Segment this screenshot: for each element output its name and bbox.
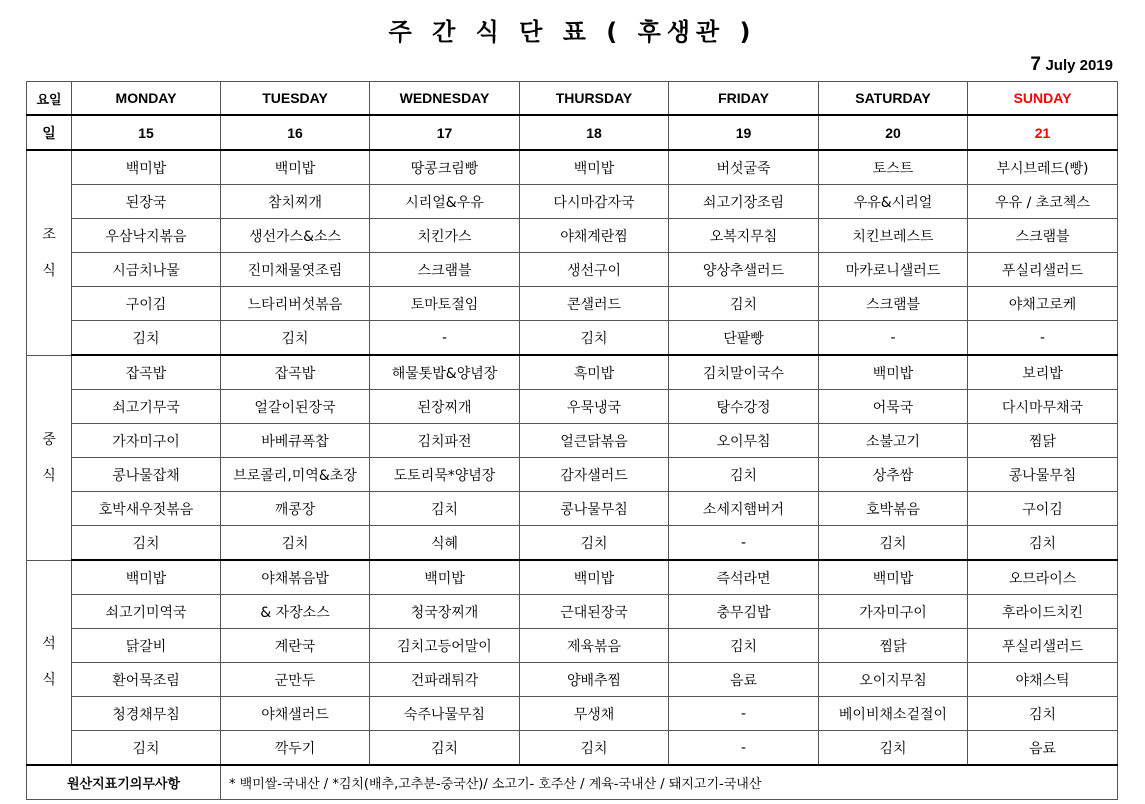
menu-cell: 치킨가스: [370, 219, 520, 253]
date-day: 7: [1030, 54, 1041, 75]
menu-cell: 소세지햄버거: [669, 492, 819, 526]
weekday-header: THURSDAY: [520, 82, 669, 116]
menu-cell: 흑미밥: [520, 355, 669, 390]
weekday-header: FRIDAY: [669, 82, 819, 116]
menu-cell: 야채스틱: [968, 663, 1118, 697]
menu-cell: 어묵국: [819, 390, 968, 424]
menu-cell: 상추쌈: [819, 458, 968, 492]
menu-cell: 깨콩장: [221, 492, 370, 526]
date-header: 18: [520, 115, 669, 150]
menu-cell: 야채샐러드: [221, 697, 370, 731]
menu-cell: 구이김: [72, 287, 221, 321]
menu-row: [27, 219, 1118, 253]
weekday-header: WEDNESDAY: [370, 82, 520, 116]
menu-cell: 음료: [669, 663, 819, 697]
menu-cell: 김치말이국수: [669, 355, 819, 390]
menu-cell: 푸실리샐러드: [968, 629, 1118, 663]
origin-notice-label: 원산지표기의무사항: [27, 765, 221, 800]
menu-cell: 김치: [669, 287, 819, 321]
menu-row: [27, 150, 1118, 185]
meal-label-char: 식: [42, 467, 56, 484]
menu-cell: 청경채무침: [72, 697, 221, 731]
meal-label-char: 석: [42, 636, 56, 653]
menu-cell: 김치: [669, 629, 819, 663]
menu-cell: 백미밥: [221, 150, 370, 185]
menu-cell: 후라이드치킨: [968, 595, 1118, 629]
menu-cell: 감자샐러드: [520, 458, 669, 492]
menu-cell: 호박새우젓볶음: [72, 492, 221, 526]
menu-cell: 오이지무침: [819, 663, 968, 697]
page-title: 주 간 식 단 표 ( 후생관 ): [388, 18, 757, 46]
menu-row: [27, 253, 1118, 287]
menu-row: [27, 731, 1118, 766]
menu-cell: 도토리묵*양념장: [370, 458, 520, 492]
menu-cell: 생선가스&소스: [221, 219, 370, 253]
menu-cell: 구이김: [968, 492, 1118, 526]
menu-cell: -: [669, 526, 819, 561]
menu-cell: 김치: [669, 458, 819, 492]
menu-cell: 깍두기: [221, 731, 370, 766]
weekly-menu-table: [26, 81, 1118, 800]
menu-cell: 토마토절임: [370, 287, 520, 321]
menu-cell: 백미밥: [819, 560, 968, 595]
menu-cell: 충무김밥: [669, 595, 819, 629]
date-header-row: [27, 115, 1118, 150]
menu-cell: 콘샐러드: [520, 287, 669, 321]
menu-cell: 시리얼&우유: [370, 185, 520, 219]
meal-label-char: 식: [42, 672, 56, 689]
menu-cell: 참치찌개: [221, 185, 370, 219]
menu-cell: 청국장찌개: [370, 595, 520, 629]
menu-cell: 김치: [520, 321, 669, 356]
menu-cell: 김치: [819, 526, 968, 561]
menu-cell: 스크램블: [968, 219, 1118, 253]
origin-notice-text: * 백미쌀-국내산 / *김치(배추,고추분-중국산)/ 소고기- 호주산 / 계육-국내산 / 돼지고기-국내산: [221, 765, 1118, 800]
menu-cell: 브로콜리,미역&초장: [221, 458, 370, 492]
menu-cell: 우유&시리얼: [819, 185, 968, 219]
menu-cell: 김치: [72, 731, 221, 766]
menu-row: [27, 526, 1118, 561]
weekday-header: TUESDAY: [221, 82, 370, 116]
menu-cell: 즉석라면: [669, 560, 819, 595]
menu-row: [27, 424, 1118, 458]
date-label: 일: [27, 115, 72, 150]
menu-cell: 우삼낙지볶음: [72, 219, 221, 253]
menu-cell: -: [968, 321, 1118, 356]
menu-cell: 오이무침: [669, 424, 819, 458]
menu-cell: 식혜: [370, 526, 520, 561]
menu-cell: 김치: [520, 731, 669, 766]
menu-date: [1030, 54, 1113, 76]
menu-cell: 김치: [370, 492, 520, 526]
menu-cell: 호박볶음: [819, 492, 968, 526]
menu-cell: 부시브레드(빵): [968, 150, 1118, 185]
menu-cell: 백미밥: [72, 150, 221, 185]
menu-row: [27, 185, 1118, 219]
menu-cell: 김치파전: [370, 424, 520, 458]
menu-cell: 백미밥: [520, 150, 669, 185]
menu-cell: 단팥빵: [669, 321, 819, 356]
menu-cell: 버섯굴죽: [669, 150, 819, 185]
date-month-year: July 2019: [1045, 57, 1113, 74]
menu-cell: 쇠고기장조림: [669, 185, 819, 219]
meal-label: [27, 150, 72, 355]
menu-cell: 찜닭: [819, 629, 968, 663]
menu-cell: 쇠고기미역국: [72, 595, 221, 629]
menu-row: [27, 321, 1118, 356]
menu-cell: 제육볶음: [520, 629, 669, 663]
menu-row: [27, 458, 1118, 492]
menu-cell: 탕수강정: [669, 390, 819, 424]
menu-cell: 김치: [968, 697, 1118, 731]
menu-cell: 잡곡밥: [221, 355, 370, 390]
menu-row: [27, 287, 1118, 321]
menu-cell: -: [819, 321, 968, 356]
menu-cell: 토스트: [819, 150, 968, 185]
menu-cell: 얼갈이된장국: [221, 390, 370, 424]
menu-row: [27, 697, 1118, 731]
menu-cell: 생선구이: [520, 253, 669, 287]
menu-cell: 얼큰닭볶음: [520, 424, 669, 458]
menu-cell: 김치: [819, 731, 968, 766]
menu-cell: 무생채: [520, 697, 669, 731]
menu-cell: 된장국: [72, 185, 221, 219]
menu-cell: 계란국: [221, 629, 370, 663]
meal-label-char: 조: [42, 226, 56, 243]
menu-cell: 마카로니샐러드: [819, 253, 968, 287]
menu-cell: 닭갈비: [72, 629, 221, 663]
menu-cell: 김치: [968, 526, 1118, 561]
menu-cell: 김치: [72, 526, 221, 561]
menu-cell: 우유 / 초코첵스: [968, 185, 1118, 219]
menu-cell: 우묵냉국: [520, 390, 669, 424]
menu-cell: -: [370, 321, 520, 356]
menu-cell: 가자미구이: [72, 424, 221, 458]
menu-cell: 느타리버섯볶음: [221, 287, 370, 321]
meal-label: [27, 560, 72, 765]
menu-cell: -: [669, 731, 819, 766]
menu-cell: 야채계란찜: [520, 219, 669, 253]
menu-cell: 건파래튀각: [370, 663, 520, 697]
date-header: 17: [370, 115, 520, 150]
menu-row: [27, 629, 1118, 663]
menu-row: [27, 595, 1118, 629]
menu-row: [27, 390, 1118, 424]
origin-notice-row: [27, 765, 1118, 800]
menu-cell: 푸실리샐러드: [968, 253, 1118, 287]
menu-cell: 베이비채소겉절이: [819, 697, 968, 731]
menu-row: [27, 663, 1118, 697]
menu-cell: 스크램블: [819, 287, 968, 321]
menu-cell: 콩나물무침: [520, 492, 669, 526]
date-header: 15: [72, 115, 221, 150]
menu-cell: 치킨브레스트: [819, 219, 968, 253]
menu-cell: 야채고로케: [968, 287, 1118, 321]
menu-cell: 보리밥: [968, 355, 1118, 390]
menu-cell: -: [669, 697, 819, 731]
date-header: 19: [669, 115, 819, 150]
menu-cell: 숙주나물무침: [370, 697, 520, 731]
menu-cell: 백미밥: [370, 560, 520, 595]
menu-cell: 잡곡밥: [72, 355, 221, 390]
menu-cell: 쇠고기무국: [72, 390, 221, 424]
menu-cell: 군만두: [221, 663, 370, 697]
menu-cell: 백미밥: [520, 560, 669, 595]
menu-cell: 백미밥: [819, 355, 968, 390]
menu-cell: 바베큐폭찹: [221, 424, 370, 458]
menu-cell: 김치: [520, 526, 669, 561]
menu-cell: & 자장소스: [221, 595, 370, 629]
weekday-header: SATURDAY: [819, 82, 968, 116]
menu-cell: 오복지무침: [669, 219, 819, 253]
weekday-header-sunday: SUNDAY: [968, 82, 1118, 116]
menu-cell: 소불고기: [819, 424, 968, 458]
menu-cell: 김치: [72, 321, 221, 356]
menu-cell: 시금치나물: [72, 253, 221, 287]
menu-cell: 땅콩크림빵: [370, 150, 520, 185]
menu-cell: 음료: [968, 731, 1118, 766]
menu-cell: 양배추찜: [520, 663, 669, 697]
menu-cell: 해물톳밥&양념장: [370, 355, 520, 390]
menu-cell: 환어묵조림: [72, 663, 221, 697]
menu-cell: 찜닭: [968, 424, 1118, 458]
menu-cell: 양상추샐러드: [669, 253, 819, 287]
menu-cell: 김치: [370, 731, 520, 766]
date-header: 16: [221, 115, 370, 150]
menu-cell: 가자미구이: [819, 595, 968, 629]
menu-cell: 김치고등어말이: [370, 629, 520, 663]
menu-cell: 진미채물엿조림: [221, 253, 370, 287]
menu-cell: 된장찌개: [370, 390, 520, 424]
meal-label-char: 식: [42, 262, 56, 279]
weekday-header: MONDAY: [72, 82, 221, 116]
weekday-header-row: [27, 82, 1118, 116]
menu-cell: 백미밥: [72, 560, 221, 595]
menu-row: [27, 492, 1118, 526]
menu-row: [27, 355, 1118, 390]
menu-cell: 야채볶음밥: [221, 560, 370, 595]
menu-cell: 김치: [221, 526, 370, 561]
meal-label-char: 중: [42, 431, 56, 448]
menu-cell: 김치: [221, 321, 370, 356]
menu-cell: 다시마감자국: [520, 185, 669, 219]
menu-cell: 오므라이스: [968, 560, 1118, 595]
menu-cell: 스크램블: [370, 253, 520, 287]
menu-cell: 다시마무채국: [968, 390, 1118, 424]
menu-cell: 콩나물잡채: [72, 458, 221, 492]
meal-label: [27, 355, 72, 560]
menu-cell: 근대된장국: [520, 595, 669, 629]
menu-cell: 콩나물무침: [968, 458, 1118, 492]
weekday-label: 요일: [27, 82, 72, 116]
date-header-sunday: 21: [968, 115, 1118, 150]
menu-row: [27, 560, 1118, 595]
date-header: 20: [819, 115, 968, 150]
